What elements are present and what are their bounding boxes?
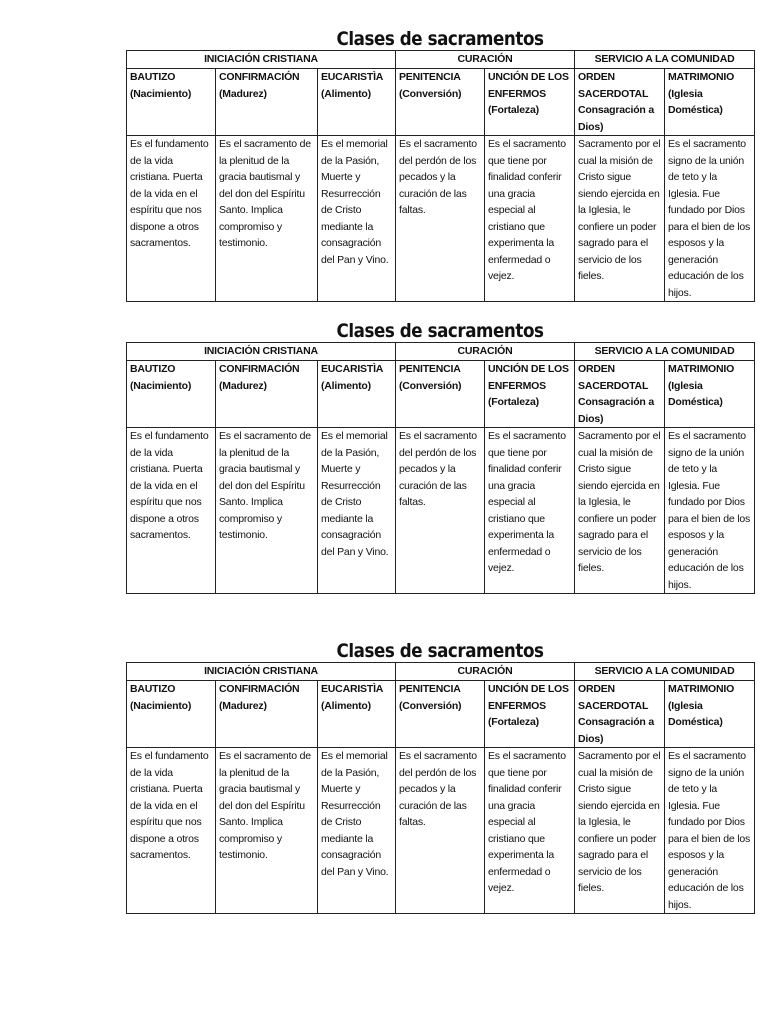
sacrament-subtitle: (Nacimiento)	[130, 699, 192, 712]
sacraments-block-3	[126, 640, 754, 914]
sacraments-table	[126, 50, 755, 302]
sacrament-header	[318, 361, 396, 428]
sacrament-name: UNCIÓN DE LOS ENFERMOS	[488, 363, 569, 392]
sacrament-name: MATRIMONIO	[668, 683, 735, 695]
sacrament-description-row	[127, 136, 755, 302]
category-row	[127, 51, 755, 69]
sacrament-header	[216, 69, 318, 136]
sacrament-name: EUCARISTÌA	[321, 363, 384, 375]
sacraments-table	[126, 662, 755, 914]
sacrament-description: Es el memorial de la Pasión, Muerte y Resurrección de Cristo mediante la consagración del Pan y Vino.	[318, 428, 396, 594]
sacrament-header	[485, 361, 575, 428]
category-row	[127, 663, 755, 681]
sacrament-subtitle: (Fortaleza)	[488, 716, 539, 728]
sacrament-description: Es el sacramento que tiene por finalidad conferir una gracia especial al cristiano que experimenta la enfermedad o vejez.	[485, 748, 575, 914]
sacrament-header	[127, 361, 216, 428]
sacrament-description: Es el sacramento del perdón de los pecados y la curación de las faltas.	[396, 428, 485, 594]
sacrament-name: EUCARISTÌA	[321, 683, 384, 695]
sacrament-header	[396, 361, 485, 428]
sacrament-name: ORDEN SACERDOTAL	[578, 683, 649, 712]
sacrament-header	[575, 681, 665, 748]
sacrament-name: CONFIRMACIÓN	[219, 71, 300, 83]
sacrament-description: Es el sacramento que tiene por finalidad conferir una gracia especial al cristiano que experimenta la enfermedad o vejez.	[485, 428, 575, 594]
category-row	[127, 343, 755, 361]
sacrament-name: MATRIMONIO	[668, 71, 735, 83]
sacrament-header	[665, 361, 755, 428]
sacrament-description: Es el sacramento del perdón de los pecados y la curación de las faltas.	[396, 136, 485, 302]
category-iniciacion: INICIACIÓN CRISTIANA	[127, 343, 396, 361]
sacrament-description: Es el sacramento signo de la unión de teto y la Iglesia. Fue fundado por Dios para el bien de los esposos y la generación educación de los hijos.	[665, 136, 755, 302]
sacraments-block-2	[126, 320, 754, 594]
sacrament-subtitle: (Iglesia Doméstica)	[668, 699, 723, 728]
sacraments-block-1	[126, 28, 754, 302]
sacrament-description-row	[127, 428, 755, 594]
category-iniciacion: INICIACIÓN CRISTIANA	[127, 663, 396, 681]
sacrament-subtitle: (Nacimiento)	[130, 379, 192, 392]
sacrament-header	[318, 681, 396, 748]
sacrament-header	[665, 681, 755, 748]
sacrament-name: ORDEN SACERDOTAL	[578, 363, 649, 392]
category-iniciacion: INICIACIÓN CRISTIANA	[127, 51, 396, 69]
sacrament-description: Es el sacramento del perdón de los pecados y la curación de las faltas.	[396, 748, 485, 914]
sacrament-header	[575, 361, 665, 428]
sacrament-subtitle: (Madurez)	[219, 87, 267, 100]
sacrament-description-row	[127, 748, 755, 914]
sacrament-subtitle: Consagración a Dios)	[578, 104, 654, 133]
sacrament-description: Es el sacramento de la plenitud de la gracia bautismal y del don del Espíritu Santo. Implica compromiso y testimonio.	[216, 136, 318, 302]
sacrament-name: BAUTIZO	[130, 71, 176, 83]
sacrament-subtitle: (Madurez)	[219, 379, 267, 392]
sacrament-header	[575, 69, 665, 136]
sacrament-header	[396, 69, 485, 136]
sacrament-subtitle: (Conversión)	[399, 87, 462, 100]
page-title: Clases de sacramentos	[336, 640, 544, 662]
sacrament-subtitle: (Conversión)	[399, 379, 462, 392]
sacrament-description: Es el fundamento de la vida cristiana. Puerta de la vida en el espíritu que nos dispone a otros sacramentos.	[127, 428, 216, 594]
sacrament-subtitle: (Conversión)	[399, 699, 462, 712]
sacrament-subtitle: Consagración a Dios)	[578, 396, 654, 425]
sacrament-header	[396, 681, 485, 748]
sacrament-subtitle: (Madurez)	[219, 699, 267, 712]
page-title: Clases de sacramentos	[336, 28, 544, 50]
sacrament-subtitle: (Nacimiento)	[130, 87, 192, 100]
sacrament-name: UNCIÓN DE LOS ENFERMOS	[488, 71, 569, 100]
category-curacion: CURACIÓN	[396, 663, 575, 681]
sacrament-name: PENITENCIA	[399, 71, 461, 83]
sacrament-description: Es el sacramento de la plenitud de la gracia bautismal y del don del Espíritu Santo. Implica compromiso y testimonio.	[216, 428, 318, 594]
sacrament-header	[216, 681, 318, 748]
sacrament-header	[485, 681, 575, 748]
sacrament-subtitle: Consagración a Dios)	[578, 716, 654, 745]
sacrament-name: CONFIRMACIÓN	[219, 363, 300, 375]
sacrament-description: Es el sacramento que tiene por finalidad conferir una gracia especial al cristiano que experimenta la enfermedad o vejez.	[485, 136, 575, 302]
sacrament-description: Es el sacramento signo de la unión de teto y la Iglesia. Fue fundado por Dios para el bien de los esposos y la generación educación de los hijos.	[665, 748, 755, 914]
sacrament-description: Sacramento por el cual la misión de Cristo sigue siendo ejercida en la Iglesia, le confiere un poder sagrado para el servicio de los fieles.	[575, 428, 665, 594]
sacrament-subtitle: (Alimento)	[321, 379, 371, 392]
sacrament-name: EUCARISTÌA	[321, 71, 384, 83]
category-servicio: SERVICIO A LA COMUNIDAD	[575, 51, 755, 69]
sacrament-description: Es el fundamento de la vida cristiana. Puerta de la vida en el espíritu que nos dispone a otros sacramentos.	[127, 748, 216, 914]
sacrament-header	[665, 69, 755, 136]
page-title: Clases de sacramentos	[336, 320, 544, 342]
sacrament-header	[485, 69, 575, 136]
sacrament-name: CONFIRMACIÓN	[219, 683, 300, 695]
sacrament-name: ORDEN SACERDOTAL	[578, 71, 649, 100]
sacraments-table	[126, 342, 755, 594]
sacrament-name-row	[127, 681, 755, 748]
sacrament-header	[127, 681, 216, 748]
sacrament-description: Es el sacramento de la plenitud de la gracia bautismal y del don del Espíritu Santo. Implica compromiso y testimonio.	[216, 748, 318, 914]
sacrament-name: BAUTIZO	[130, 363, 176, 375]
sacrament-subtitle: (Iglesia Doméstica)	[668, 379, 723, 408]
sacrament-description: Es el fundamento de la vida cristiana. Puerta de la vida en el espíritu que nos dispone a otros sacramentos.	[127, 136, 216, 302]
category-curacion: CURACIÓN	[396, 343, 575, 361]
sacrament-name: MATRIMONIO	[668, 363, 735, 375]
sacrament-name: PENITENCIA	[399, 683, 461, 695]
category-curacion: CURACIÓN	[396, 51, 575, 69]
sacrament-subtitle: (Alimento)	[321, 699, 371, 712]
sacrament-header	[318, 69, 396, 136]
sacrament-description: Es el memorial de la Pasión, Muerte y Resurrección de Cristo mediante la consagración del Pan y Vino.	[318, 748, 396, 914]
sacrament-name: PENITENCIA	[399, 363, 461, 375]
category-servicio: SERVICIO A LA COMUNIDAD	[575, 663, 755, 681]
sacrament-header	[127, 69, 216, 136]
sacrament-name-row	[127, 361, 755, 428]
sacrament-subtitle: (Fortaleza)	[488, 396, 539, 408]
sacrament-description: Sacramento por el cual la misión de Cristo sigue siendo ejercida en la Iglesia, le confiere un poder sagrado para el servicio de los fieles.	[575, 136, 665, 302]
sacrament-subtitle: (Iglesia Doméstica)	[668, 87, 723, 116]
sacrament-subtitle: (Alimento)	[321, 87, 371, 100]
sacrament-description: Sacramento por el cual la misión de Cristo sigue siendo ejercida en la Iglesia, le confiere un poder sagrado para el servicio de los fieles.	[575, 748, 665, 914]
sacrament-name-row	[127, 69, 755, 136]
sacrament-name: BAUTIZO	[130, 683, 176, 695]
sacrament-name: UNCIÓN DE LOS ENFERMOS	[488, 683, 569, 712]
sacrament-subtitle: (Fortaleza)	[488, 104, 539, 116]
sacrament-description: Es el memorial de la Pasión, Muerte y Resurrección de Cristo mediante la consagración del Pan y Vino.	[318, 136, 396, 302]
sacrament-description: Es el sacramento signo de la unión de teto y la Iglesia. Fue fundado por Dios para el bien de los esposos y la generación educación de los hijos.	[665, 428, 755, 594]
sacrament-header	[216, 361, 318, 428]
category-servicio: SERVICIO A LA COMUNIDAD	[575, 343, 755, 361]
